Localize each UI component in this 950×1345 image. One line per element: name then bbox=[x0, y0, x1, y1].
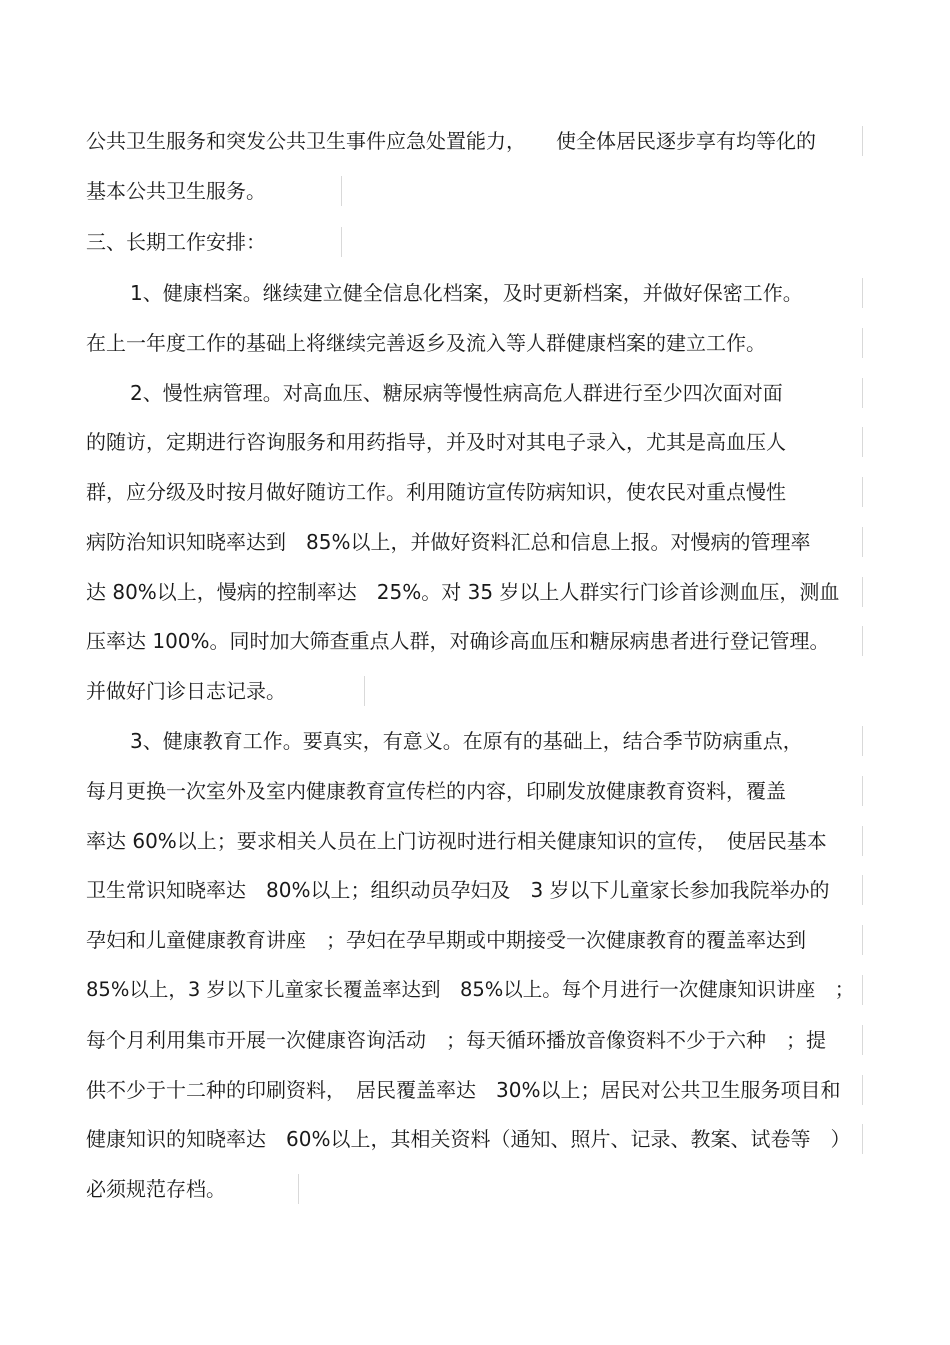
text-line: 供不少于十二种的印刷资料， 居民覆盖率达 30%以上；居民对公共卫生服务项目和 bbox=[86, 1078, 841, 1102]
scan-rule-mark bbox=[364, 676, 365, 706]
text-line: 基本公共卫生服务。 bbox=[86, 179, 266, 203]
scan-rule-mark bbox=[862, 875, 863, 905]
scan-rule-mark bbox=[862, 378, 863, 408]
text-line: 压率达 100%。同时加大筛查重点人群，对确诊高血压和糖尿病患者进行登记管理。 bbox=[86, 629, 830, 653]
text-line: 必须规范存档。 bbox=[86, 1177, 226, 1201]
scan-rule-mark bbox=[862, 1124, 863, 1154]
scan-rule-mark bbox=[862, 626, 863, 656]
text-line: 健康知识的知晓率达 60%以上，其相关资料（通知、照片、记录、教案、试卷等 ） bbox=[86, 1127, 851, 1151]
scan-rule-mark bbox=[298, 1174, 299, 1204]
scan-rule-mark bbox=[862, 1075, 863, 1105]
text-line: 率达 60%以上；要求相关人员在上门访视时进行相关健康知识的宣传， 使居民基本 bbox=[86, 829, 827, 853]
section-heading: 三、长期工作安排： bbox=[86, 230, 266, 254]
scan-rule-mark bbox=[862, 278, 863, 308]
scan-rule-mark bbox=[862, 925, 863, 955]
text-line: 病防治知识知晓率达到 85%以上，并做好资料汇总和信息上报。对慢病的管理率 bbox=[86, 530, 811, 554]
text-line: 3、健康教育工作。要真实，有意义。在原有的基础上，结合季节防病重点， bbox=[130, 729, 803, 753]
scan-rule-mark bbox=[341, 227, 342, 257]
text-line: 卫生常识知晓率达 80%以上；组织动员孕妇及 3 岁以下儿童家长参加我院举办的 bbox=[86, 878, 830, 902]
scan-rule-mark bbox=[862, 577, 863, 607]
text-line: 群，应分级及时按月做好随访工作。利用随访宣传防病知识，使农民对重点慢性 bbox=[86, 480, 786, 504]
text-line: 2、慢性病管理。对高血压、糖尿病等慢性病高危人群进行至少四次面对面 bbox=[130, 381, 783, 405]
text-line: 达 80%以上，慢病的控制率达 25%。对 35 岁以上人群实行门诊首诊测血压，测血 bbox=[86, 580, 840, 604]
scan-rule-mark bbox=[862, 726, 863, 756]
text-line: 每月更换一次室外及室内健康教育宣传栏的内容，印刷发放健康教育资料，覆盖 bbox=[86, 779, 786, 803]
scan-rule-mark bbox=[862, 527, 863, 557]
text-line: 公共卫生服务和突发公共卫生事件应急处置能力， 使全体居民逐步享有均等化的 bbox=[86, 129, 816, 153]
text-line: 的随访，定期进行咨询服务和用药指导，并及时对其电子录入，尤其是高血压人 bbox=[86, 430, 786, 454]
scan-rule-mark bbox=[341, 176, 342, 206]
scan-rule-mark bbox=[862, 427, 863, 457]
text-line: 并做好门诊日志记录。 bbox=[86, 679, 286, 703]
text-line: 1、健康档案。继续建立健全信息化档案，及时更新档案，并做好保密工作。 bbox=[130, 281, 803, 305]
text-line: 孕妇和儿童健康教育讲座 ；孕妇在孕早期或中期接受一次健康教育的覆盖率达到 bbox=[86, 928, 806, 952]
text-line: 85%以上，3 岁以下儿童家长覆盖率达到 85%以上。每个月进行一次健康知识讲座 ； bbox=[86, 978, 855, 1001]
scan-rule-mark bbox=[862, 328, 863, 358]
scan-rule-mark bbox=[862, 1025, 863, 1055]
scan-rule-mark bbox=[862, 776, 863, 806]
scan-rule-mark bbox=[862, 975, 863, 1005]
scan-rule-mark bbox=[862, 477, 863, 507]
scan-rule-mark bbox=[862, 126, 863, 156]
text-line: 在上一年度工作的基础上将继续完善返乡及流入等人群健康档案的建立工作。 bbox=[86, 331, 766, 355]
scan-rule-mark bbox=[862, 826, 863, 856]
text-line: 每个月利用集市开展一次健康咨询活动 ；每天循环播放音像资料不少于六种 ；提 bbox=[86, 1028, 826, 1052]
